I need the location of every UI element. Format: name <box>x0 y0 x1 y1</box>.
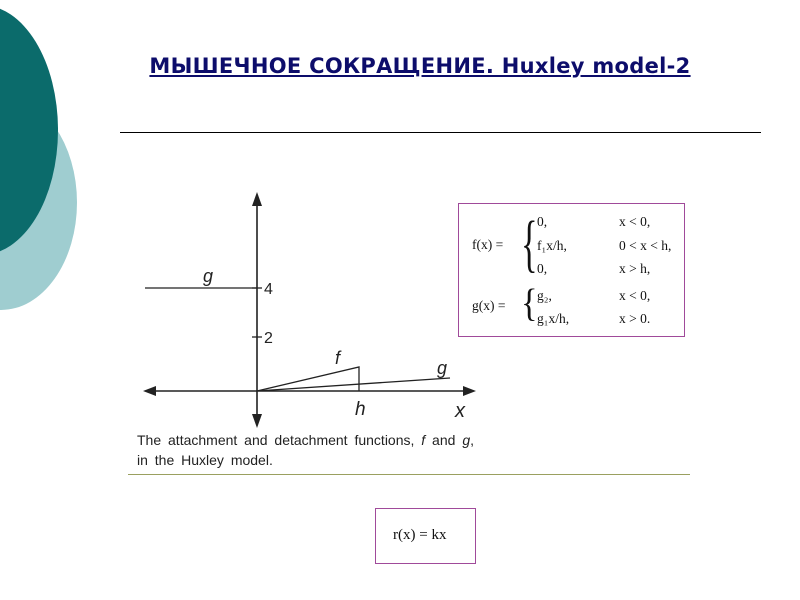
g-right-label: g <box>437 358 448 378</box>
caption-g: g <box>462 432 471 448</box>
y-axis-arrow-top <box>252 192 262 206</box>
x-axis-arrow-right <box>463 386 476 396</box>
f-case2-condition: 0 < x < h, <box>619 238 672 253</box>
caption-f: f <box>421 432 426 448</box>
caption-text-a: The attachment and detachment functions, <box>137 432 422 448</box>
g-lhs: g(x) = <box>472 298 506 313</box>
divider-bottom <box>128 474 690 475</box>
formula-box-fg <box>458 203 685 337</box>
h-label: h <box>355 399 366 420</box>
r-formula: r(x) = kx <box>393 527 447 543</box>
tick-4-label: 4 <box>264 281 273 298</box>
f-case1-condition: x < 0, <box>619 214 651 229</box>
x-axis-label: x <box>455 400 465 422</box>
g-case2-condition: x > 0. <box>619 311 651 326</box>
f-case1-value: 0, <box>537 214 548 229</box>
formula-box-r <box>375 508 476 564</box>
tick-2-label: 2 <box>264 330 273 347</box>
g-case2-value: g₁x/h, <box>537 311 570 326</box>
figure-caption <box>137 430 474 470</box>
g-left-label: g <box>203 266 214 286</box>
f-case2-value: f₁x/h, <box>537 238 567 253</box>
f-label: f <box>335 348 341 368</box>
caption-comma: , <box>470 432 474 448</box>
slide-title: МЫШЕЧНОЕ СОКРАЩЕНИЕ. Huxley model-2 <box>149 54 691 78</box>
g-brace: { <box>521 282 538 325</box>
caption-and: and <box>425 432 463 448</box>
f-case3-value: 0, <box>537 261 548 276</box>
f-lhs: f(x) = <box>472 237 504 252</box>
y-axis-arrow-bottom <box>252 414 262 428</box>
x-axis-arrow-left <box>143 386 156 396</box>
f-brace: { <box>521 210 538 280</box>
caption-line2: in the Huxley model. <box>137 452 273 468</box>
g-case1-condition: x < 0, <box>619 288 651 303</box>
g-case1-value: g₂, <box>537 288 552 303</box>
f-case3-condition: x > h, <box>619 261 651 276</box>
